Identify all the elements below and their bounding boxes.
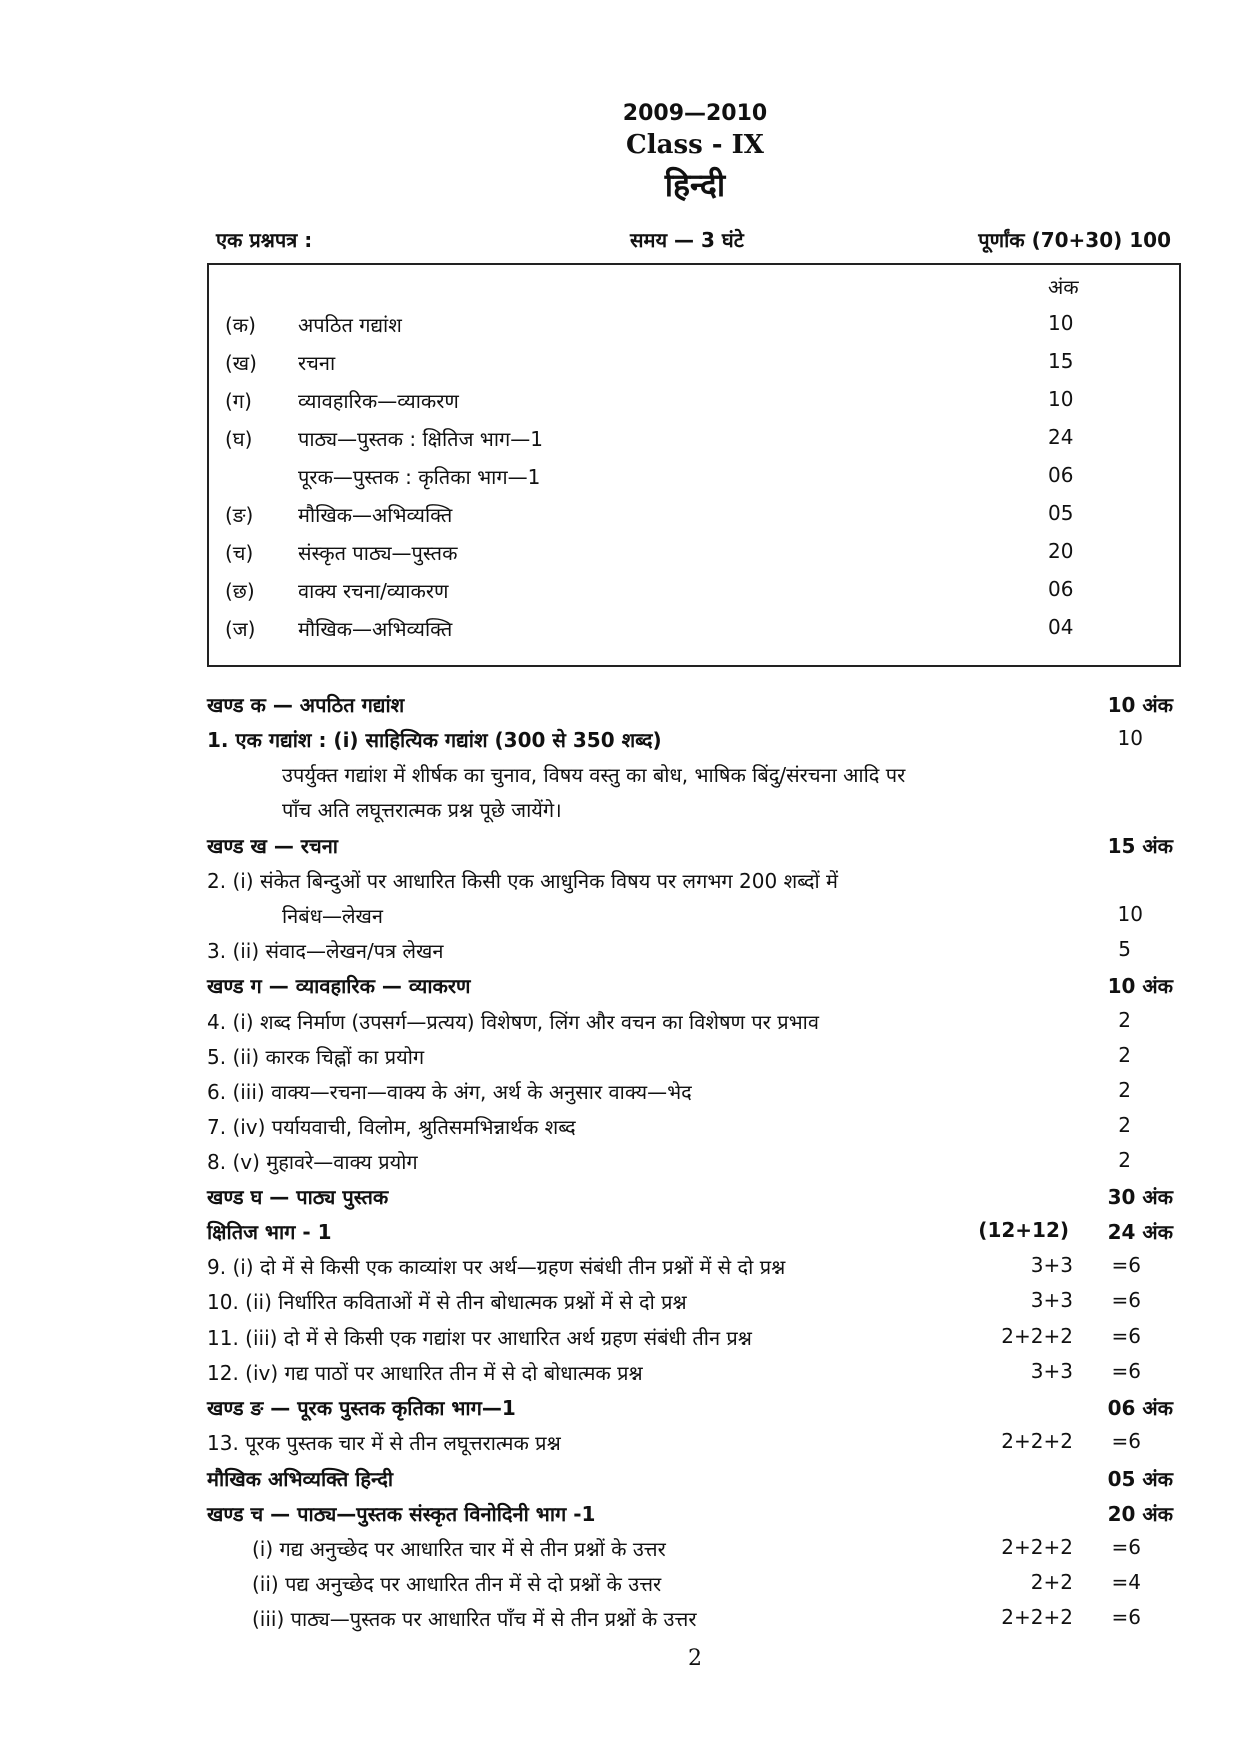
- sanskrit-item: (i) गद्य अनुच्छेद पर आधारित चार में से तीन प्रश्नों के उत्तर: [252, 1537, 666, 1561]
- sanskrit-item-split: 2+2+2: [1001, 1605, 1073, 1629]
- row-marks: 06: [1048, 463, 1074, 487]
- row-label: रचना: [298, 351, 336, 375]
- textbook-item-split: 2+2+2: [1001, 1324, 1073, 1348]
- exam-year: 2009—2010: [622, 101, 768, 126]
- row-label: मौखिक—अभिव्यक्ति: [298, 617, 453, 641]
- row-key: (छ): [225, 579, 255, 603]
- row-label: अपठित गद्यांश: [298, 313, 402, 337]
- question-3-marks: 5: [1118, 937, 1131, 961]
- question-13: 13. पूरक पुस्तक चार में से तीन लघूत्तरात्मक प्रश्न: [207, 1431, 561, 1455]
- row-key: (च): [225, 541, 254, 565]
- textbook-item-split: 3+3: [1030, 1288, 1073, 1312]
- textbook-item-total: =6: [1111, 1253, 1141, 1277]
- sanskrit-item: (iii) पाठ्य—पुस्तक पर आधारित पाँच में से तीन प्रश्नों के उत्तर: [252, 1607, 697, 1631]
- sanskrit-item-split: 2+2: [1030, 1570, 1073, 1594]
- section-ng-marks: 06 अंक: [1107, 1396, 1173, 1420]
- row-key: (ख): [225, 351, 257, 375]
- question-2-marks: 10: [1117, 902, 1143, 926]
- row-label: वाक्य रचना/व्याकरण: [298, 579, 449, 603]
- row-marks: 24: [1048, 425, 1074, 449]
- section-kh-marks: 15 अंक: [1107, 834, 1173, 858]
- question-1-marks: 10: [1117, 726, 1143, 750]
- question-3: 3. (ii) संवाद—लेखन/पत्र लेखन: [207, 939, 444, 963]
- kshitij-marks: 24 अंक: [1107, 1220, 1173, 1244]
- kshitij-split: (12+12): [978, 1218, 1069, 1242]
- oral-marks: 05 अंक: [1107, 1467, 1173, 1491]
- grammar-item-marks: 2: [1118, 1008, 1131, 1032]
- row-marks: 05: [1048, 501, 1074, 525]
- grammar-item-marks: 2: [1118, 1148, 1131, 1172]
- section-gh-marks: 30 अंक: [1107, 1185, 1173, 1209]
- question-1-description: उपर्युक्त गद्यांश में शीर्षक का चुनाव, विषय वस्तु का बोध, भाषिक बिंदु/संरचना आदि पर: [282, 763, 906, 787]
- row-marks: 10: [1048, 311, 1074, 335]
- sanskrit-item: (ii) पद्य अनुच्छेद पर आधारित तीन में से दो प्रश्नों के उत्तर: [252, 1572, 662, 1596]
- section-k-marks: 10 अंक: [1107, 693, 1173, 717]
- page-number: 2: [688, 1646, 702, 1671]
- sanskrit-item-total: =6: [1111, 1605, 1141, 1629]
- row-key: (ङ): [225, 503, 254, 527]
- row-marks: 04: [1048, 615, 1074, 639]
- marks-heading: अंक: [1048, 275, 1079, 299]
- textbook-item-total: =6: [1111, 1288, 1141, 1312]
- section-g-marks: 10 अंक: [1107, 974, 1173, 998]
- question-1-description-cont: पाँच अति लघूत्तरात्मक प्रश्न पूछे जायेंगे।: [282, 798, 562, 822]
- textbook-item: 12. (iv) गद्य पाठों पर आधारित तीन में से दो बोधात्मक प्रश्न: [207, 1361, 643, 1385]
- textbook-item-total: =6: [1111, 1324, 1141, 1348]
- row-marks: 06: [1048, 577, 1074, 601]
- section-ch-title: खण्ड च — पाठ्य—पुस्तक संस्कृत विनोदिनी भाग -1: [207, 1502, 596, 1526]
- row-marks: 15: [1048, 349, 1074, 373]
- section-kh-title: खण्ड ख — रचना: [207, 834, 338, 858]
- question-2-cont: निबंध—लेखन: [282, 904, 384, 928]
- textbook-item: 10. (ii) निर्धारित कविताओं में से तीन बोधात्मक प्रश्नों में से दो प्रश्न: [207, 1290, 687, 1314]
- grammar-item-marks: 2: [1118, 1113, 1131, 1137]
- sanskrit-item-split: 2+2+2: [1001, 1535, 1073, 1559]
- section-k-title: खण्ड क — अपठित गद्यांश: [207, 693, 405, 717]
- row-key: (ग): [225, 389, 252, 413]
- row-label: व्यावहारिक—व्याकरण: [298, 389, 459, 413]
- total-marks-label: पूर्णांक (70+30) 100: [978, 228, 1171, 252]
- section-ch-marks: 20 अंक: [1107, 1502, 1173, 1526]
- sanskrit-item-total: =4: [1111, 1570, 1141, 1594]
- question-2: 2. (i) संकेत बिन्दुओं पर आधारित किसी एक आधुनिक विषय पर लगभग 200 शब्दों में: [207, 869, 838, 893]
- question-13-split: 2+2+2: [1001, 1429, 1073, 1453]
- section-g-title: खण्ड ग — व्यावहारिक — व्याकरण: [207, 974, 471, 998]
- marks-summary-box: [207, 263, 1181, 667]
- row-label: पाठ्य—पुस्तक : क्षितिज भाग—1: [298, 427, 543, 451]
- paper-label: एक प्रश्नपत्र :: [216, 228, 313, 252]
- grammar-item: 4. (i) शब्द निर्माण (उपसर्ग—प्रत्यय) विशेषण, लिंग और वचन का विशेषण पर प्रभाव: [207, 1010, 819, 1034]
- section-gh-title: खण्ड घ — पाठ्य पुस्तक: [207, 1185, 389, 1209]
- grammar-item: 6. (iii) वाक्य—रचना—वाक्य के अंग, अर्थ के अनुसार वाक्य—भेद: [207, 1080, 692, 1104]
- row-marks: 20: [1048, 539, 1074, 563]
- textbook-item: 9. (i) दो में से किसी एक काव्यांश पर अर्थ—ग्रहण संबंधी तीन प्रश्नों में से दो प्रश्न: [207, 1255, 786, 1279]
- sanskrit-item-total: =6: [1111, 1535, 1141, 1559]
- row-marks: 10: [1048, 387, 1074, 411]
- textbook-item-split: 3+3: [1030, 1359, 1073, 1383]
- question-13-total: =6: [1111, 1429, 1141, 1453]
- row-key: (क): [225, 313, 256, 337]
- time-label: समय — 3 घंटे: [630, 228, 744, 252]
- grammar-item-marks: 2: [1118, 1043, 1131, 1067]
- grammar-item-marks: 2: [1118, 1078, 1131, 1102]
- row-label: मौखिक—अभिव्यक्ति: [298, 503, 453, 527]
- section-ng-title: खण्ड ङ — पूरक पुस्तक कृतिका भाग—1: [207, 1396, 516, 1420]
- row-label: पूरक—पुस्तक : कृतिका भाग—1: [298, 465, 541, 489]
- question-1: 1. एक गद्यांश : (i) साहित्यिक गद्यांश (300 से 350 शब्द): [207, 728, 662, 752]
- row-label: संस्कृत पाठ्य—पुस्तक: [298, 541, 458, 565]
- textbook-item: 11. (iii) दो में से किसी एक गद्यांश पर आधारित अर्थ ग्रहण संबंधी तीन प्रश्न: [207, 1326, 752, 1350]
- grammar-item: 7. (iv) पर्यायवाची, विलोम, श्रुतिसमभिन्नार्थक शब्द: [207, 1115, 576, 1139]
- oral-title: मौखिक अभिव्यक्ति हिन्दी: [207, 1467, 394, 1491]
- row-key: (घ): [225, 427, 253, 451]
- row-key: (ज): [225, 617, 256, 641]
- textbook-item-split: 3+3: [1030, 1253, 1073, 1277]
- subject-title: हिन्दी: [664, 166, 726, 204]
- grammar-item: 8. (v) मुहावरे—वाक्य प्रयोग: [207, 1150, 418, 1174]
- grammar-item: 5. (ii) कारक चिह्नों का प्रयोग: [207, 1045, 425, 1069]
- textbook-item-total: =6: [1111, 1359, 1141, 1383]
- class-title: Class - IX: [626, 130, 764, 160]
- kshitij-heading: क्षितिज भाग - 1: [207, 1220, 332, 1244]
